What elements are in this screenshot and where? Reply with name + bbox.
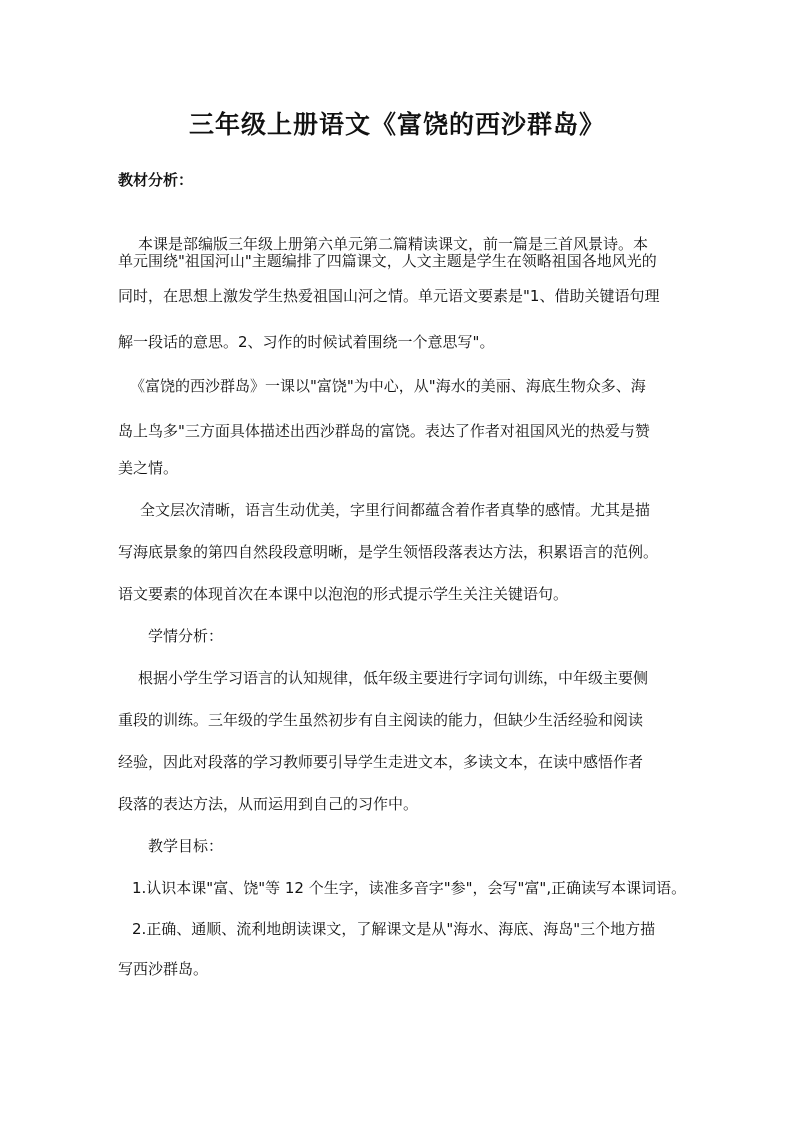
goal-item-1: 1.认识本课"富、饶"等 12 个生字，读准多音字"参"，会写"富",正确读写本课词语。 xyxy=(132,879,687,897)
paragraph-line: 重段的训练。三年级的学生虽然初步有自主阅读的能力，但缺少生活经验和阅读 xyxy=(118,711,644,729)
paragraph-line: 经验，因此对段落的学习教师要引导学生走进文本，多读文本，在读中感悟作者 xyxy=(118,753,644,771)
goal-item-2: 2.正确、通顺、流利地朗读课文，了解课文是从"海水、海底、海岛"三个地方描 xyxy=(132,920,656,938)
document-title: 三年级上册语文《富饶的西沙群岛》 xyxy=(188,110,605,139)
paragraph-line: 根据小学生学习语言的认知规律，低年级主要进行字词句训练，中年级主要侧 xyxy=(138,669,649,687)
paragraph-line: 写海底景象的第四自然段段意明晰，是学生领悟段落表达方法，积累语言的范例。 xyxy=(118,543,659,561)
paragraph-line: 《富饶的西沙群岛》一课以"富饶"为中心，从"海水的美丽、海底生物众多、海 xyxy=(130,377,646,395)
section-heading-student-analysis: 学情分析： xyxy=(148,627,224,645)
paragraph-line: 段落的表达方法，从而运用到自己的习作中。 xyxy=(118,795,419,813)
paragraph-line: 写西沙群岛。 xyxy=(118,960,209,978)
paragraph-line: 单元围绕"祖国河山"主题编排了四篇课文，人文主题是学生在领略祖国各地风光的 xyxy=(118,252,657,270)
section-heading-textbook-analysis: 教材分析： xyxy=(118,171,194,189)
paragraph-line: 美之情。 xyxy=(118,459,179,477)
section-heading-teaching-goals: 教学目标： xyxy=(148,837,224,855)
paragraph-line: 同时，在思想上激发学生热爱祖国山河之情。单元语文要素是"1、借助关键语句理 xyxy=(118,287,660,305)
paragraph-line: 本课是部编版三年级上册第六单元第二篇精读课文，前一篇是三首风景诗。本 xyxy=(138,235,649,253)
paragraph-line: 解一段话的意思。2、习作的时候试着围绕一个意思写"。 xyxy=(118,333,495,351)
paragraph-line: 全文层次清晰，语言生动优美，字里行间都蕴含着作者真挚的感情。尤其是描 xyxy=(140,501,651,519)
paragraph-line: 语文要素的体现首次在本课中以泡泡的形式提示学生关注关键语句。 xyxy=(118,585,569,603)
paragraph-line: 岛上鸟多"三方面具体描述出西沙群岛的富饶。表达了作者对祖国风光的热爱与赞 xyxy=(118,422,650,440)
